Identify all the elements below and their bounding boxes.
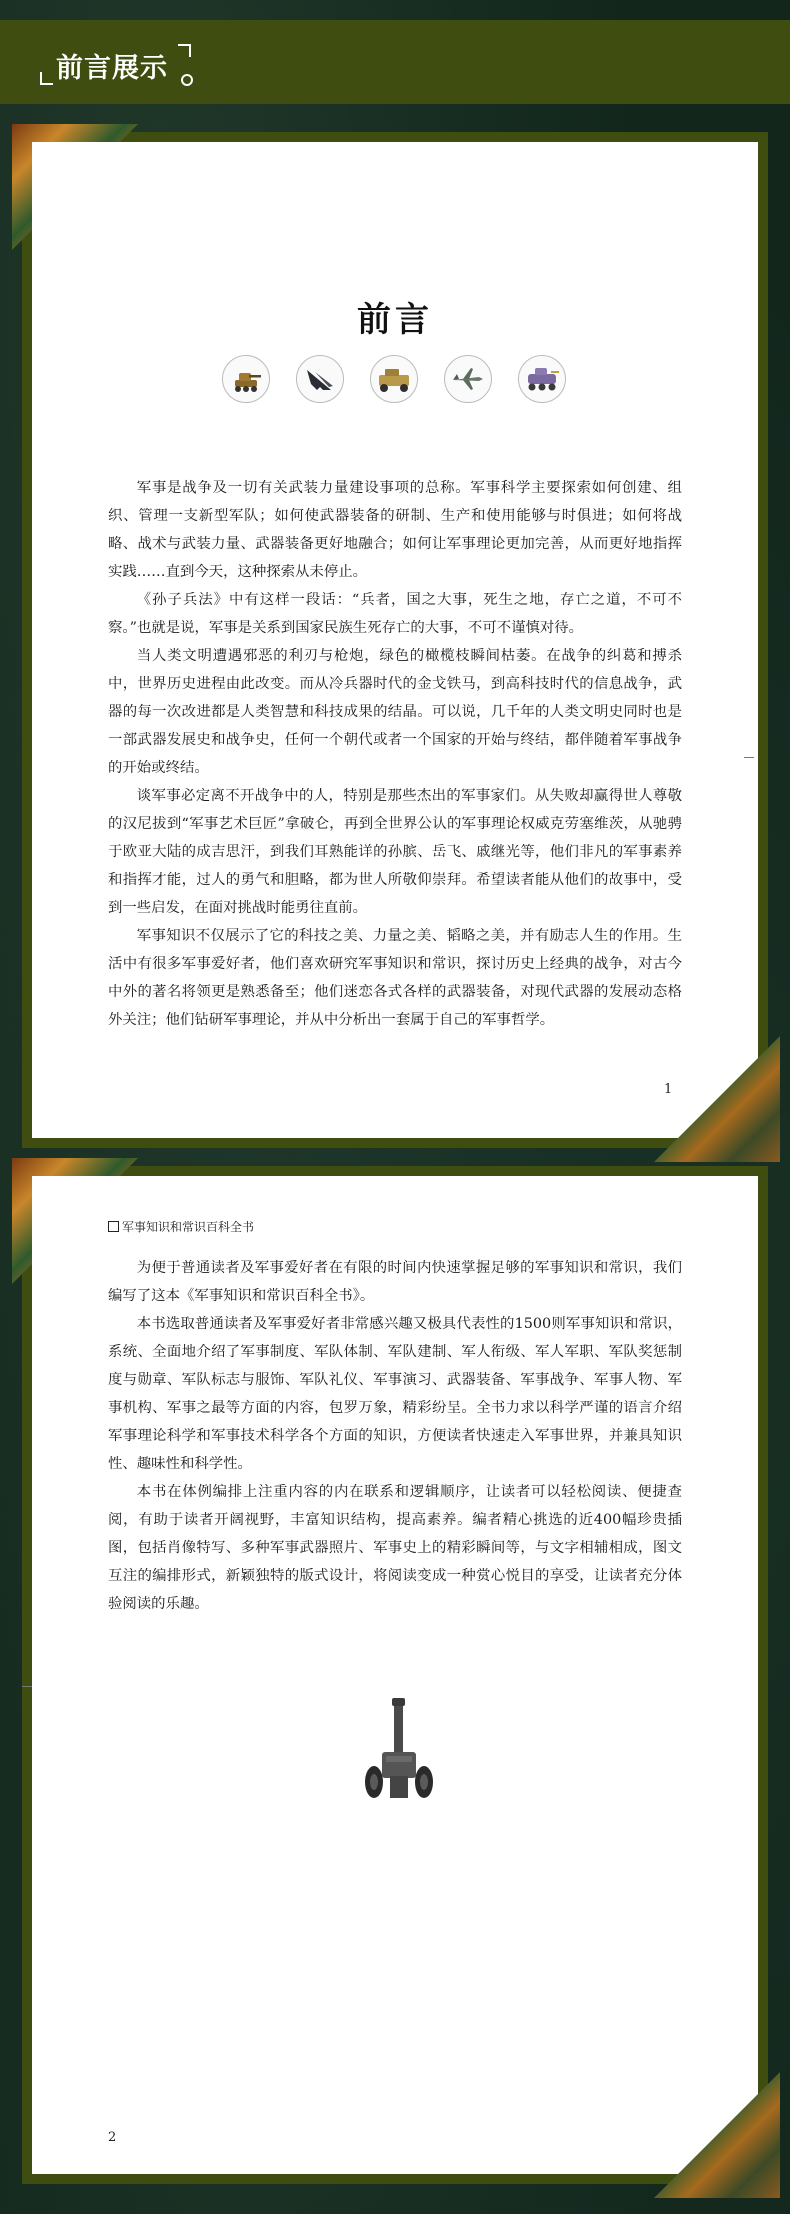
armored-vehicle-icon: [370, 355, 418, 403]
crop-mark: [744, 757, 754, 758]
preface-paragraph: 军事是战争及一切有关武装力量建设事项的总称。军事科学主要探索如何创建、组织、管理一支新型军队；如何使武器装备的研制、生产和使用能够与时俱进；如何将战略、战术与武装力量、武器装备更好地融合；如何让军事理论更加完善，从而更好地指挥实践……直到今天，这种探索从未停止。: [108, 480, 682, 580]
preface-paragraph: 军事知识不仅展示了它的科技之美、力量之美、韬略之美，并有励志人生的作用。生活中有很多军事爱好者，他们喜欢研究军事知识和常识，探讨历史上经典的战争，对古今中外的著名将领更是熟悉备至；他们迷恋各式各样的武器装备，对现代武器的发展动态格外关注；他们钻研军事理论，并从中分析出一套属于自己的军事哲学。: [108, 928, 682, 1028]
crop-mark: [22, 1686, 32, 1687]
running-head-text: 军事知识和常识百科全书: [122, 1220, 255, 1234]
preface-paragraph: 《孙子兵法》中有这样一段话：“兵者，国之大事，死生之地，存亡之道，不可不察。”也就是说，军事是关系到国家民族生死存亡的大事，不可不谨慎对待。: [108, 592, 682, 636]
preface-body: [108, 474, 682, 1034]
fighter-jet-icon: [444, 355, 492, 403]
circle-dot-icon: [181, 74, 193, 86]
page-2: [32, 1176, 758, 2174]
preface-paragraph: 当人类文明遭遇邪恶的利刃与枪炮，绿色的橄榄枝瞬间枯萎。在战争的纠葛和搏杀中，世界历史进程由此改变。而从冷兵器时代的金戈铁马，到高科技时代的信息战争，武器的每一次改进都是人类智慧和科技成果的结晶。可以说，几千年的人类文明史同时也是一部武器发展史和战争史，任何一个朝代或者一个国家的开始与终结，都伴随着军事战争的开始或终结。: [108, 648, 682, 776]
field-howitzer-icon: [354, 1696, 444, 1806]
page-1-frame: [22, 132, 768, 1148]
page-number: 2: [108, 2130, 117, 2145]
intro-body: [108, 1254, 682, 1618]
intro-paragraph: 本书选取普通读者及军事爱好者非常感兴趣又极具代表性的1500则军事知识和常识，系统、全面地介绍了军事制度、军队体制、军队建制、军人衔级、军人军职、军队奖惩制度与勋章、军队标志与服饰、军队礼仪、军事演习、武器装备、军事战争、军事人物、军事机构、军事之最等方面的内容，包罗万象，精彩纷呈。全书力求以科学严谨的语言介绍军事理论科学和军事技术科学各个方面的知识，方便读者快速走入军事世界，并兼具知识性、趣味性和科学性。: [108, 1316, 682, 1472]
header-title: 前言展示: [56, 53, 168, 84]
robot-vehicle-icon: [518, 355, 566, 403]
stealth-bomber-icon: [296, 355, 344, 403]
bracket-right-decoration: [178, 44, 191, 57]
intro-paragraph: 为便于普通读者及军事爱好者在有限的时间内快速掌握足够的军事知识和常识，我们编写了这本《军事知识和常识百科全书》。: [108, 1260, 682, 1304]
preface-paragraph: 谈军事必定离不开战争中的人，特别是那些杰出的军事家们。从失败却赢得世人尊敬的汉尼拔到“军事艺术巨匠”拿破仑，再到全世界公认的军事理论权威克劳塞维茨，从驰骋于欧亚大陆的成吉思汗，到我们耳熟能详的孙膑、岳飞、戚继光等，他们非凡的军事素养和指挥才能，过人的勇气和胆略，都为世人所敬仰崇拜。希望读者能从他们的故事中，受到一些启发，在面对挑战时能勇往直前。: [108, 788, 682, 916]
square-bullet-icon: [108, 1221, 119, 1232]
tank-icon: [222, 355, 270, 403]
page-title: 前言: [357, 300, 433, 340]
page-2-frame: [22, 1166, 768, 2184]
weapon-icons-row: [222, 352, 566, 406]
page-number: 1: [664, 1082, 673, 1097]
intro-paragraph: 本书在体例编排上注重内容的内在联系和逻辑顺序，让读者可以轻松阅读、便捷查阅，有助于读者开阔视野，丰富知识结构，提高素养。编者精心挑选的近400幅珍贵插图，包括肖像特写、多种军事武器照片、军事史上的精彩瞬间等，与文字相辅相成，图文互注的编排形式，新颖独特的版式设计，将阅读变成一种赏心悦目的享受，让读者充分体验阅读的乐趣。: [108, 1484, 682, 1612]
running-head: [108, 1218, 254, 1235]
page-1: [32, 142, 758, 1138]
bracket-left-decoration: [40, 72, 53, 85]
